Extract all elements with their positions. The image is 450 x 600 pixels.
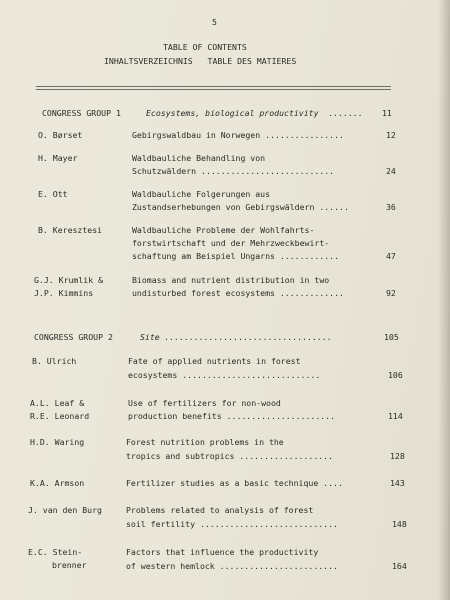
entry-author: H.D. Waring xyxy=(30,437,85,447)
group-dots: .................................. xyxy=(164,332,332,342)
entry-page: 148 xyxy=(392,519,407,529)
group-label: CONGRESS GROUP 2 xyxy=(34,332,113,342)
entry-title: Forest nutrition problems in the xyxy=(126,437,284,447)
entry-title: Zustandserhebungen von Gebirgswäldern ...... xyxy=(132,202,349,212)
entry-title: Problems related to analysis of forest xyxy=(126,505,314,515)
group-dots: ....... xyxy=(328,108,363,118)
entry-author: O. Børset xyxy=(38,130,83,140)
entry-author: J. van den Burg xyxy=(28,505,102,515)
entry-title: schaftung am Beispiel Ungarns ............ xyxy=(132,251,340,261)
entry-author: K.A. Armson xyxy=(30,478,85,488)
entry-page: 92 xyxy=(386,288,396,298)
entry-author: R.E. Leonard xyxy=(30,411,90,421)
entry-title: Biomass and nutrient distribution in two xyxy=(132,275,330,285)
entry-page: 24 xyxy=(386,166,396,176)
group-page: 11 xyxy=(382,108,392,118)
entry-title: production benefits ...................... xyxy=(128,411,336,421)
entry-page: 128 xyxy=(390,451,405,461)
entry-page: 12 xyxy=(386,130,396,140)
group-topic: Site xyxy=(140,332,160,342)
heading-line-1: TABLE OF CONTENTS xyxy=(163,42,247,52)
entry-title: Gebirgswaldbau in Norwegen ................ xyxy=(132,130,344,140)
entry-author: J.P. Kimmins xyxy=(34,288,94,298)
entry-title: Schutzwäldern ........................... xyxy=(132,166,335,176)
entry-title: Use of fertilizers for non-wood xyxy=(128,398,281,408)
entry-author: A.L. Leaf & xyxy=(30,398,85,408)
separator-top xyxy=(36,86,391,87)
entry-title: tropics and subtropics ................... xyxy=(126,451,334,461)
entry-title: Waldbauliche Probleme der Wohlfahrts- xyxy=(132,225,315,235)
entry-page: 106 xyxy=(388,370,403,380)
entry-title: Fertilizer studies as a basic technique .... xyxy=(126,478,343,488)
entry-author: G.J. Krumlik & xyxy=(34,275,104,285)
page-shadow xyxy=(438,0,450,600)
heading-line-2: INHALTSVERZEICHNIS TABLE DES MATIERES xyxy=(104,56,297,66)
entry-title: of western hemlock ........................ xyxy=(126,561,338,571)
entry-title: ecosystems ............................ xyxy=(128,370,321,380)
entry-page: 143 xyxy=(390,478,405,488)
entry-title: forstwirtschaft und der Mehrzweckbewirt- xyxy=(132,238,330,248)
entry-title: Waldbauliche Behandling von xyxy=(132,153,266,163)
entry-page: 47 xyxy=(386,251,396,261)
entry-author: H. Mayer xyxy=(38,153,78,163)
group-topic: Ecosystems, biological productivity xyxy=(146,108,319,118)
entry-author: brenner xyxy=(52,560,87,570)
group-page: 105 xyxy=(384,332,399,342)
entry-title: undisturbed forest ecosystems ............. xyxy=(132,288,344,298)
entry-page: 114 xyxy=(388,411,403,421)
entry-author: E. Ott xyxy=(38,189,68,199)
entry-title: Factors that influence the productivity xyxy=(126,547,319,557)
entry-author: B. Ulrich xyxy=(32,356,77,366)
entry-page: 36 xyxy=(386,202,396,212)
separator-top-inner xyxy=(36,89,391,90)
entry-author: B. Keresztesi xyxy=(38,225,103,235)
entry-title: soil fertility ............................ xyxy=(126,519,338,529)
entry-title: Fate of applied nutrients in forest xyxy=(128,356,301,366)
entry-title: Waldbauliche Folgerungen aus xyxy=(132,189,271,199)
group-label: CONGRESS GROUP 1 xyxy=(42,108,121,118)
entry-author: E.C. Stein- xyxy=(28,547,83,557)
page-number: 5 xyxy=(212,17,217,27)
entry-page: 164 xyxy=(392,561,407,571)
